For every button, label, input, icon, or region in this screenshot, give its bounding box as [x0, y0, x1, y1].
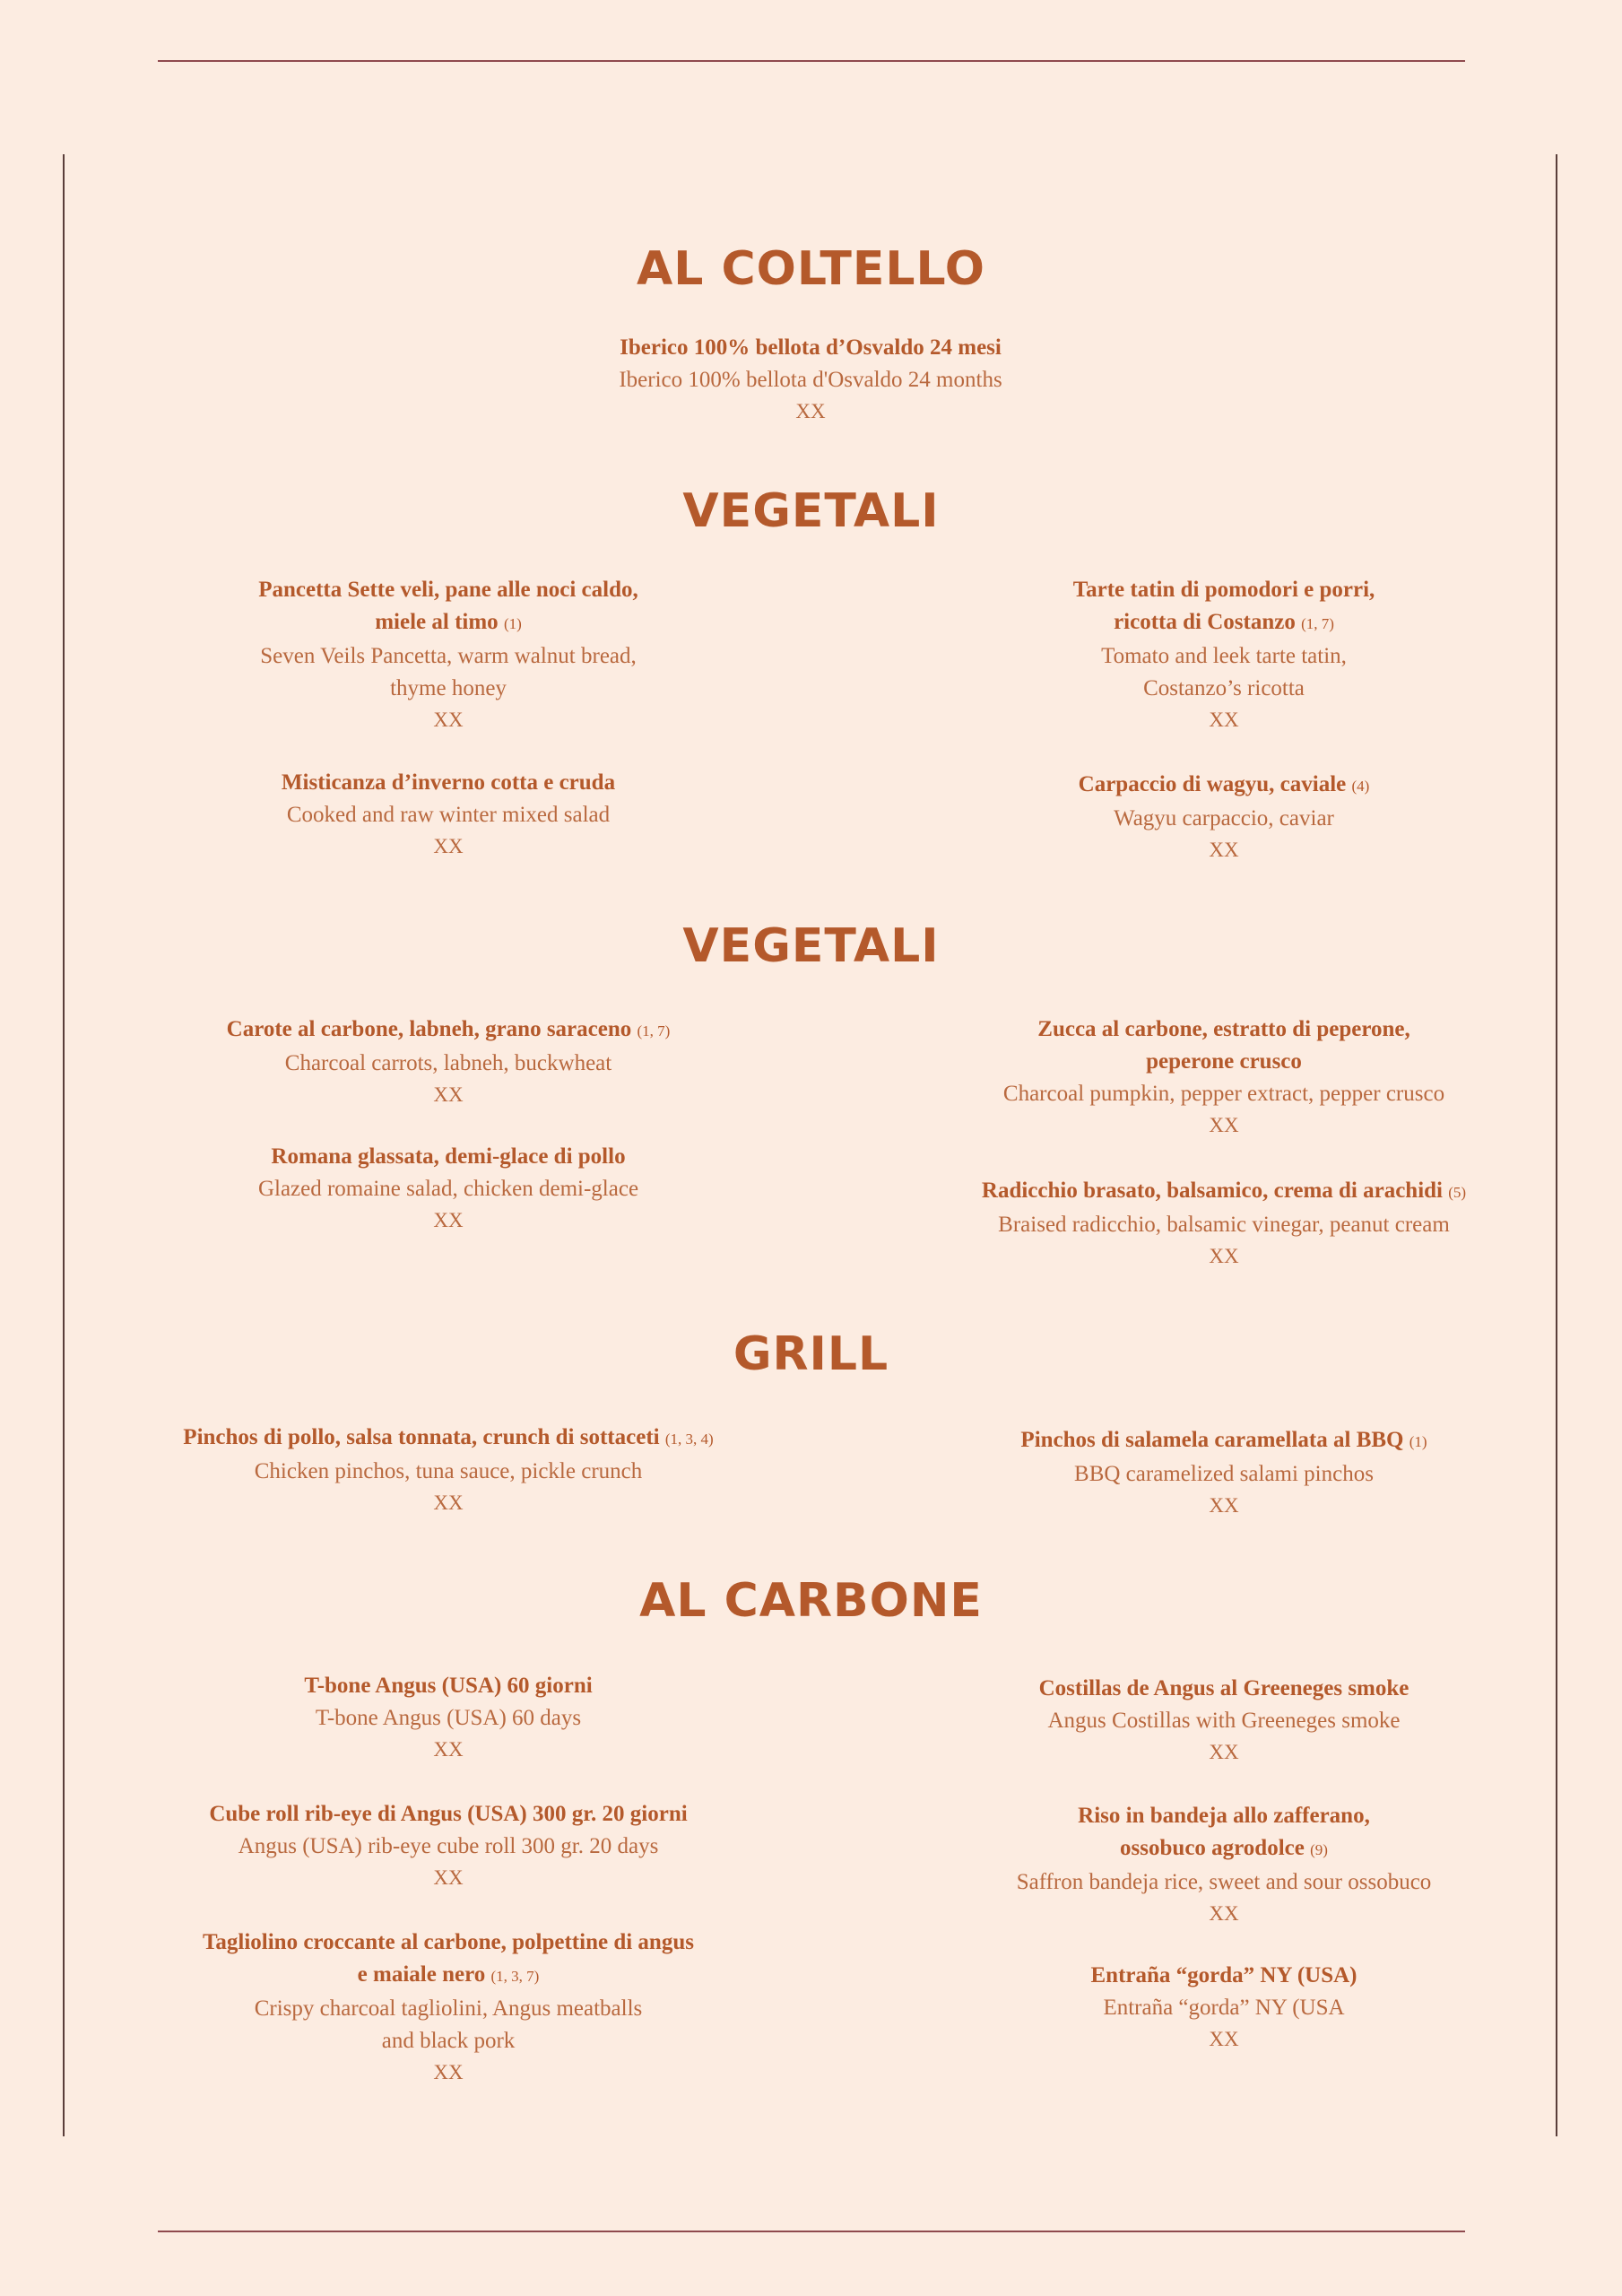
menu-item [865, 1175, 1583, 1271]
menu-item [90, 574, 807, 735]
dish-translation: and black pork [381, 2029, 516, 2053]
menu-item [865, 574, 1583, 735]
dish-translation: Tomato and leek tarte tatin, [1101, 644, 1347, 668]
dish-name: Zucca al carbone, estratto di peperone, [1037, 1017, 1410, 1041]
dish-name: peperone crusco [1146, 1049, 1302, 1074]
dish-price: XX [1209, 709, 1239, 731]
dish-translation: Glazed romaine salad, chicken demi-glace [257, 1177, 639, 1201]
dish-translation: Entraña “gorda” NY (USA [1103, 1996, 1345, 2020]
allergen-codes: (1, 3, 4) [664, 1431, 714, 1448]
dish-name: Tarte tatin di pomodori e porri, [1072, 578, 1375, 602]
dish-name: Carpaccio di wagyu, caviale (4) [1078, 772, 1370, 796]
dish-translation: Charcoal carrots, labneh, buckwheat [284, 1051, 612, 1075]
dish-translation: T-bone Angus (USA) 60 days [315, 1706, 582, 1730]
dish-translation: Seven Veils Pancetta, warm walnut bread, [260, 644, 637, 668]
dish-name: Pinchos di salamela caramellata al BBQ (1) [1020, 1428, 1427, 1452]
menu-item [452, 332, 1169, 426]
menu-item [865, 1673, 1583, 1767]
allergen-codes: (4) [1351, 778, 1370, 795]
dish-price: XX [1209, 1245, 1239, 1267]
section-title-vegetali: VEGETALI [682, 919, 940, 973]
dish-price: XX [1209, 1114, 1239, 1136]
menu-item [90, 767, 807, 861]
allergen-codes: (1, 7) [637, 1022, 671, 1039]
menu-item [865, 1960, 1583, 2054]
dish-name: ricotta di Costanzo (1, 7) [1114, 610, 1334, 634]
top-rule [158, 60, 1465, 62]
dish-price: XX [433, 709, 464, 731]
dish-price: XX [433, 1866, 464, 1889]
dish-name: Carote al carbone, labneh, grano saraceno (1, 7) [226, 1017, 671, 1041]
allergen-codes: (1) [1409, 1433, 1427, 1450]
dish-name: Pinchos di pollo, salsa tonnata, crunch di sottaceti (1, 3, 4) [183, 1425, 714, 1449]
menu-item [90, 1422, 807, 1518]
dish-price: XX [433, 1083, 464, 1106]
dish-translation: Wagyu carpaccio, caviar [1114, 806, 1334, 831]
dish-name: Romana glassata, demi-glace di pollo [271, 1144, 626, 1169]
dish-name: Costillas de Angus al Greeneges smoke [1038, 1676, 1409, 1700]
dish-price: XX [1209, 1741, 1239, 1763]
dish-price: XX [433, 2061, 464, 2083]
menu-item [90, 1926, 807, 2087]
dish-translation: Saffron bandeja rice, sweet and sour ossobuco [1016, 1870, 1432, 1894]
dish-translation: Charcoal pumpkin, pepper extract, pepper crusco [1002, 1082, 1445, 1106]
dish-price: XX [795, 400, 826, 422]
dish-name: T-bone Angus (USA) 60 giorni [304, 1674, 593, 1698]
dish-translation: BBQ caramelized salami pinchos [1074, 1462, 1374, 1486]
allergen-codes: (1, 3, 7) [490, 1968, 540, 1985]
dish-name: miele al timo (1) [375, 610, 522, 634]
dish-translation: Angus Costillas with Greeneges smoke [1047, 1709, 1401, 1733]
dish-price: XX [433, 1492, 464, 1514]
bottom-rule [158, 2231, 1465, 2232]
dish-name: Pancetta Sette veli, pane alle noci caldo, [258, 578, 638, 602]
dish-name: Cube roll rib-eye di Angus (USA) 300 gr. 20 giorni [209, 1802, 688, 1826]
dish-translation: Crispy charcoal tagliolini, Angus meatballs [254, 1996, 643, 2021]
dish-name: Riso in bandeja allo zafferano, [1078, 1804, 1370, 1828]
section-title-al-carbone: AL CARBONE [639, 1574, 983, 1628]
dish-price: XX [433, 835, 464, 857]
menu-item [865, 1800, 1583, 1928]
dish-name: Radicchio brasato, balsamico, crema di arachidi (5) [981, 1178, 1467, 1203]
menu-item [865, 1013, 1583, 1140]
dish-price: XX [1209, 1902, 1239, 1925]
dish-price: XX [433, 1738, 464, 1761]
section-title-vegetali: VEGETALI [682, 484, 940, 538]
dish-translation: Angus (USA) rib-eye cube roll 300 gr. 20 days [238, 1834, 659, 1858]
dish-translation: Chicken pinchos, tuna sauce, pickle crunch [254, 1459, 643, 1483]
dish-translation: Iberico 100% bellota d'Osvaldo 24 months [619, 368, 1002, 392]
dish-price: XX [1209, 2028, 1239, 2050]
dish-name: Entraña “gorda” NY (USA) [1090, 1963, 1357, 1987]
dish-name: Misticanza d’inverno cotta e cruda [281, 770, 616, 795]
left-rule [63, 154, 65, 2136]
allergen-codes: (5) [1448, 1184, 1467, 1201]
dish-translation: thyme honey [390, 676, 507, 700]
menu-item [90, 1798, 807, 1892]
menu-item [90, 1141, 807, 1235]
menu-item [90, 1670, 807, 1764]
allergen-codes: (1, 7) [1301, 615, 1334, 632]
dish-price: XX [1209, 839, 1239, 861]
menu-item [865, 769, 1583, 865]
allergen-codes: (1) [503, 615, 522, 632]
dish-translation: Cooked and raw winter mixed salad [286, 803, 611, 827]
dish-name: e maiale nero (1, 3, 7) [357, 1962, 540, 1987]
allergen-codes: (9) [1310, 1841, 1328, 1858]
dish-name: ossobuco agrodolce (9) [1120, 1836, 1328, 1860]
section-title-grill: GRILL [733, 1327, 889, 1381]
dish-translation: Costanzo’s ricotta [1143, 676, 1305, 700]
dish-price: XX [1209, 1494, 1239, 1517]
section-title-al-coltello: AL COLTELLO [637, 242, 985, 296]
dish-price: XX [433, 1209, 464, 1231]
dish-name: Iberico 100% bellota d’Osvaldo 24 mesi [620, 335, 1002, 360]
menu-item [90, 1013, 807, 1109]
menu-item [865, 1424, 1583, 1520]
dish-name: Tagliolino croccante al carbone, polpettine di angus [203, 1930, 694, 1954]
dish-translation: Braised radicchio, balsamic vinegar, peanut cream [998, 1213, 1450, 1237]
